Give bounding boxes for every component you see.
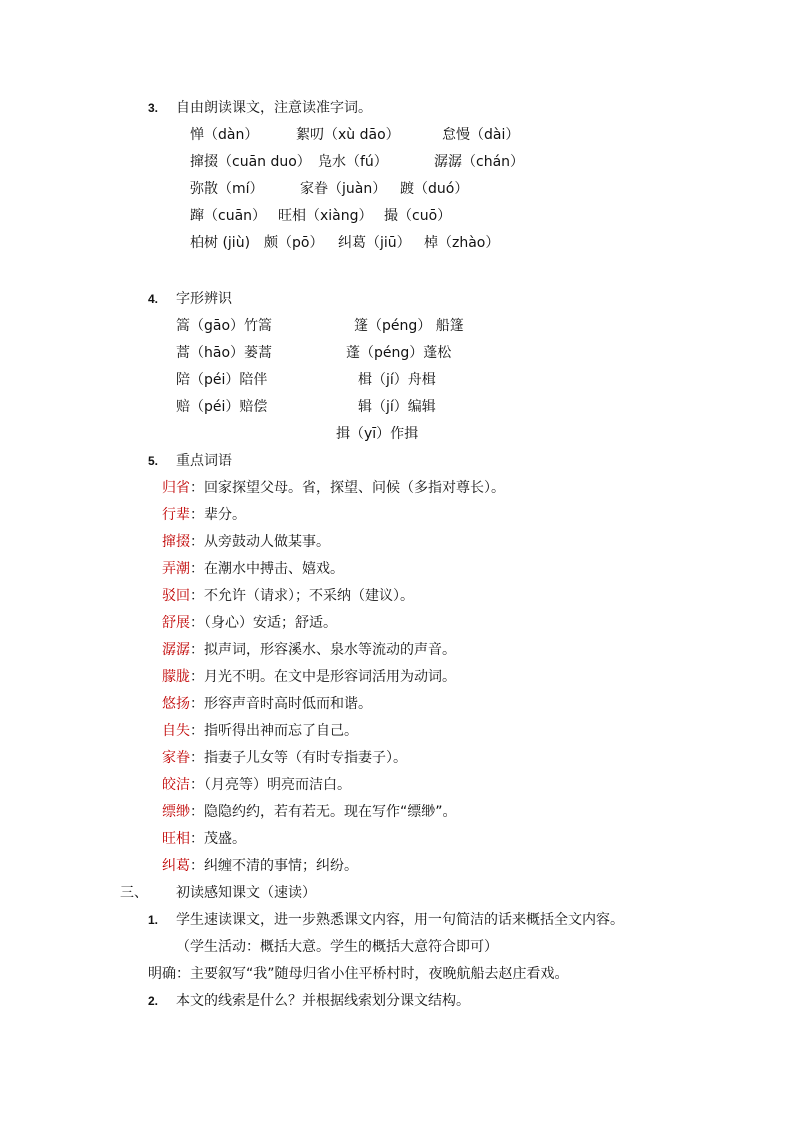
vocab-item: 絮叨（xù dāo） xyxy=(296,127,400,143)
key-term-row xyxy=(162,802,457,822)
vocab-item: 旺相（xiàng） xyxy=(278,208,373,224)
key-term-row xyxy=(162,775,351,795)
section-4-title: 字形辨识 xyxy=(176,291,232,307)
key-term: 弄潮 xyxy=(162,561,190,577)
key-term: 驳回 xyxy=(162,588,190,604)
glyph-pair-left: 篙（gāo）竹篙 xyxy=(176,318,273,334)
key-term-definition: ：月光不明。在文中是形容词活用为动词。 xyxy=(190,669,456,685)
key-term: 归省 xyxy=(162,480,190,496)
key-term-row xyxy=(162,478,505,498)
key-term-definition: ：茂盛。 xyxy=(190,831,246,847)
vocab-item: 凫水（fú） xyxy=(318,154,388,170)
key-term-row xyxy=(162,586,414,606)
vocab-item: 柏树 (jiù) xyxy=(190,235,251,251)
vocab-item: 怠慢（dài） xyxy=(442,127,520,143)
glyph-pair-right: 蓬（péng）蓬松 xyxy=(346,345,452,361)
key-term-row xyxy=(162,694,372,714)
key-term-definition: ：回家探望父母。省，探望、问候（多指对尊长）。 xyxy=(190,480,505,496)
answer-text: 明确：主要叙写“我”随母归省小住平桥村时，夜晚航船去赵庄看戏。 xyxy=(148,966,569,982)
key-term-row xyxy=(162,856,358,876)
key-term: 悠扬 xyxy=(162,696,190,712)
key-term: 皎洁 xyxy=(162,777,190,793)
question-1-number: 1. xyxy=(148,913,159,927)
key-term: 行辈 xyxy=(162,507,190,523)
vocab-item: 纠葛（jiū） xyxy=(338,235,411,251)
key-term-definition: ：（身心）安适；舒适。 xyxy=(190,615,337,631)
section-3-number: 3. xyxy=(148,101,159,115)
key-term-definition: ：纠缠不清的事情；纠纷。 xyxy=(190,858,358,874)
key-term: 旺相 xyxy=(162,831,190,847)
section-5-title: 重点词语 xyxy=(176,453,232,469)
key-term: 潺潺 xyxy=(162,642,190,658)
key-term-definition: ：从旁鼓动人做某事。 xyxy=(190,534,330,550)
part-3-number: 三、 xyxy=(120,885,148,901)
key-term-definition: ：（月亮等）明亮而洁白。 xyxy=(190,777,351,793)
vocab-item: 弥散（mí） xyxy=(190,181,264,197)
key-term-definition: ：不允许（请求）；不采纳（建议）。 xyxy=(190,588,414,604)
glyph-pair-right: 楫（jí）舟楫 xyxy=(358,372,436,388)
question-2-number: 2. xyxy=(148,994,159,1008)
key-term-definition: ：指妻子儿女等（有时专指妻子）。 xyxy=(190,750,407,766)
key-term: 纠葛 xyxy=(162,858,190,874)
vocab-item: 撮（cuō） xyxy=(384,208,452,224)
glyph-pair-left: 赔（péi）赔偿 xyxy=(176,399,268,415)
key-term-row xyxy=(162,721,358,741)
glyph-pair-left: 蒿（hāo）蒌蒿 xyxy=(176,345,273,361)
question-1-text: 学生速读课文，进一步熟悉课文内容，用一句简洁的话来概括全文内容。 xyxy=(176,912,624,928)
key-term-row xyxy=(162,559,344,579)
key-term-definition: ：辈分。 xyxy=(190,507,246,523)
glyph-pair-last: 揖（yī）作揖 xyxy=(336,426,419,442)
key-term-definition: ：拟声词，形容溪水、泉水等流动的声音。 xyxy=(190,642,456,658)
key-term-row xyxy=(162,667,456,687)
glyph-pair-right: 辑（jí）编辑 xyxy=(358,399,436,415)
section-5-number: 5. xyxy=(148,454,159,468)
key-term-row xyxy=(162,613,337,633)
key-term: 家眷 xyxy=(162,750,190,766)
key-term: 自失 xyxy=(162,723,190,739)
key-term: 舒展 xyxy=(162,615,190,631)
vocab-item: 撺掇（cuān duo） xyxy=(190,154,311,170)
key-term-definition: ：指听得出神而忘了自己。 xyxy=(190,723,358,739)
vocab-item: 棹（zhào） xyxy=(424,235,500,251)
question-1-note: （学生活动：概括大意。学生的概括大意符合即可） xyxy=(176,939,498,955)
glyph-pair-right: 篷（péng） 船篷 xyxy=(354,318,464,334)
key-term-row xyxy=(162,748,407,768)
key-term-definition: ：隐隐约约，若有若无。现在写作“缥缈”。 xyxy=(190,804,457,820)
glyph-pair-left: 陪（péi）陪伴 xyxy=(176,372,268,388)
section-3-title: 自由朗读课文，注意读准字词。 xyxy=(176,100,372,116)
question-2-text: 本文的线索是什么？并根据线索划分课文结构。 xyxy=(176,993,470,1009)
part-3-title: 初读感知课文（速读） xyxy=(176,885,316,901)
section-4-number: 4. xyxy=(148,292,159,306)
vocab-item: 踱（duó） xyxy=(400,181,469,197)
key-term: 朦胧 xyxy=(162,669,190,685)
key-term: 缥缈 xyxy=(162,804,190,820)
vocab-item: 蹿（cuān） xyxy=(190,208,267,224)
key-term-row xyxy=(162,829,246,849)
key-term-definition: ：在潮水中搏击、嬉戏。 xyxy=(190,561,344,577)
vocab-item: 颇（pō） xyxy=(264,235,324,251)
vocab-item: 潺潺（chán） xyxy=(434,154,525,170)
key-term: 撺掇 xyxy=(162,534,190,550)
key-term-row xyxy=(162,640,456,660)
vocab-item: 家眷（juàn） xyxy=(300,181,387,197)
key-term-definition: ：形容声音时高时低而和谐。 xyxy=(190,696,372,712)
key-term-row xyxy=(162,505,246,525)
key-term-row xyxy=(162,532,330,552)
vocab-item: 惮（dàn） xyxy=(190,127,259,143)
